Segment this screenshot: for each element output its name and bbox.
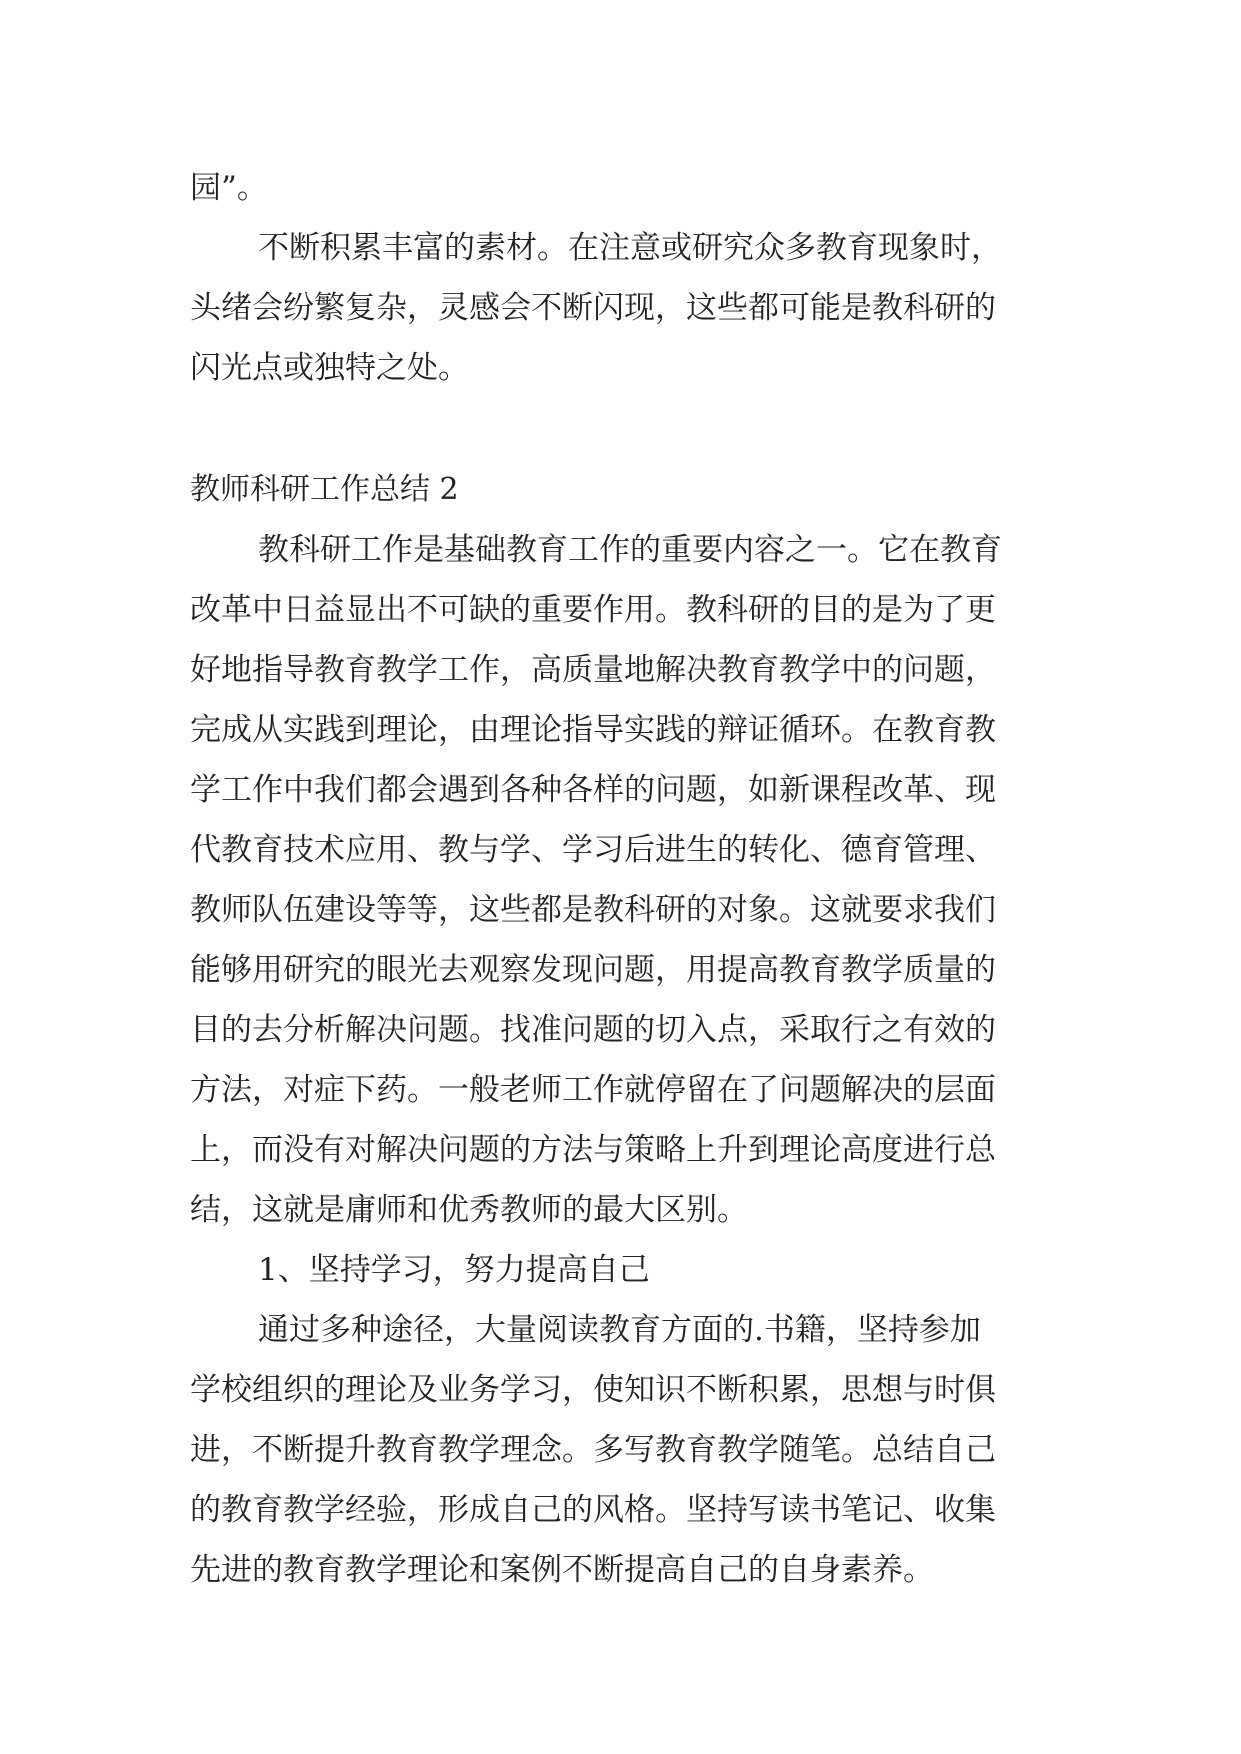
paragraph-line: 方法，对症下药。一般老师工作就停留在了问题解决的层面 (190, 1072, 996, 1108)
paragraph-line: 不断积累丰富的素材。在注意或研究众多教育现象时， (258, 230, 1002, 266)
section-heading: 教师科研工作总结 2 (190, 472, 459, 507)
paragraph-line: 改革中日益显出不可缺的重要作用。教科研的目的是为了更 (190, 592, 996, 628)
paragraph-line: 代教育技术应用、教与学、学习后进生的转化、德育管理、 (190, 832, 996, 868)
paragraph-line: 头绪会纷繁复杂，灵感会不断闪现，这些都可能是教科研的 (190, 290, 996, 326)
paragraph-line: 目的去分析解决问题。找准问题的切入点，采取行之有效的 (190, 1012, 996, 1048)
paragraph-line: 学校组织的理论及业务学习，使知识不断积累，思想与时俱 (190, 1372, 996, 1408)
paragraph-line: 闪光点或独特之处。 (190, 350, 469, 386)
paragraph-line: 先进的教育教学理论和案例不断提高自己的自身素养。 (190, 1552, 934, 1588)
subheading-line: 1、坚持学习，努力提高自己 (258, 1252, 650, 1288)
paragraph-line: 教师队伍建设等等，这些都是教科研的对象。这就要求我们 (190, 892, 996, 928)
paragraph-line: 完成从实践到理论，由理论指导实践的辩证循环。在教育教 (190, 712, 996, 748)
paragraph-line: 结，这就是庸师和优秀教师的最大区别。 (190, 1192, 748, 1228)
paragraph-line: 上，而没有对解决问题的方法与策略上升到理论高度进行总 (190, 1132, 996, 1168)
paragraph-line: 学工作中我们都会遇到各种各样的问题，如新课程改革、现 (190, 772, 996, 808)
paragraph-line: 的教育教学经验，形成自己的风格。坚持写读书笔记、收集 (190, 1492, 996, 1528)
paragraph-line-continuation: 园”。 (190, 170, 268, 206)
paragraph-line: 进，不断提升教育教学理念。多写教育教学随笔。总结自己 (190, 1432, 996, 1468)
paragraph-line: 好地指导教育教学工作，高质量地解决教育教学中的问题， (190, 652, 996, 688)
paragraph-line: 能够用研究的眼光去观察发现问题，用提高教育教学质量的 (190, 952, 996, 988)
paragraph-line: 通过多种途径，大量阅读教育方面的.书籍，坚持参加 (258, 1312, 981, 1348)
paragraph-line: 教科研工作是基础教育工作的重要内容之一。它在教育 (258, 532, 1002, 568)
